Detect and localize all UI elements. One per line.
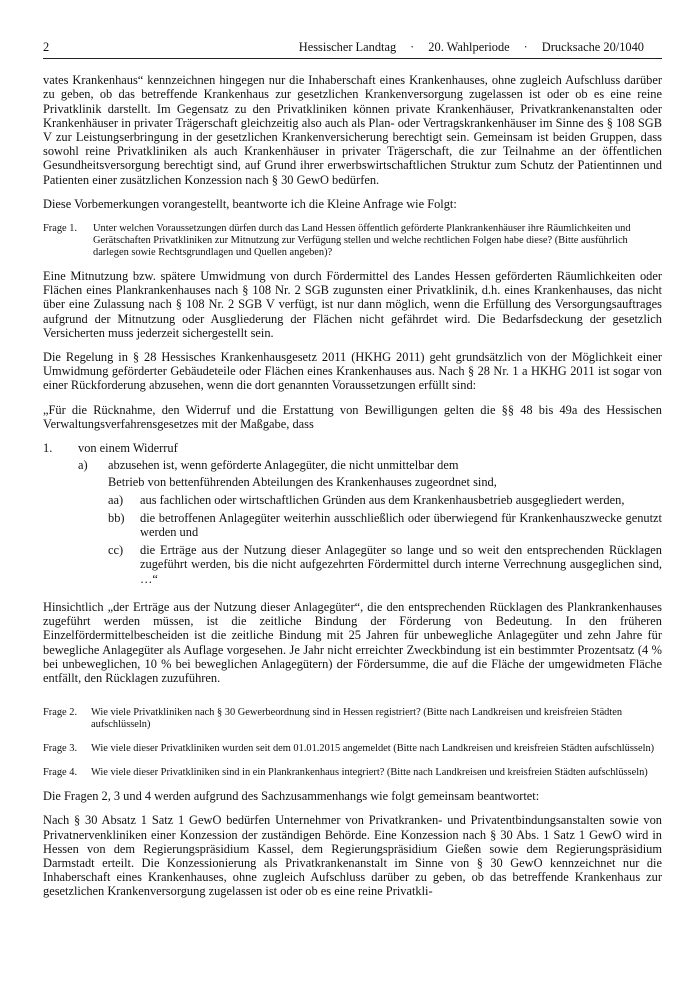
question-3 bbox=[43, 743, 662, 755]
list-marker: aa) bbox=[108, 492, 124, 507]
question-number: Frage 3. bbox=[43, 743, 78, 755]
header-info bbox=[299, 40, 644, 54]
question-text: Wie viele dieser Privatkliniken wurden seit dem 01.01.2015 angemeldet (Bitte nach Landkreisen und kreisfreien Städten aufschlüsseln) bbox=[91, 743, 655, 755]
paragraph-preface: Diese Vorbemerkungen vorangestellt, beantworte ich die Kleine Anfrage wie Folgt: bbox=[43, 196, 457, 211]
list-item-continuation: Betrieb von bettenführenden Abteilungen des Krankenhauses zugeordnet sind, bbox=[108, 475, 497, 490]
list-item-text: die betroffenen Anlagegüter weiterhin ausschließlich oder überwiegend für Krankenhauszwecke genutzt werden und bbox=[140, 510, 662, 540]
answer-paragraph: Die Fragen 2, 3 und 4 werden aufgrund des Sachzusammenhangs wie folgt gemeinsam beantwortet: bbox=[43, 789, 540, 804]
question-text: Unter welchen Voraussetzungen dürfen durch das Land Hessen öffentlich geförderte Plankrankenhäuser ihre Räumlichkeiten und Gerätschaften Privatkliniken zur Mitnutzung zur Verfügung stellen und welche rechtlichen Folgen habe diese? (Bitte ausführlich darlegen sowie Rechtsgrundlagen und Quellen angeben)? bbox=[93, 223, 631, 259]
question-1 bbox=[43, 223, 662, 259]
page-number: 2 bbox=[43, 40, 50, 54]
question-text: Wie viele Privatkliniken nach § 30 Gewerbeordnung sind in Hessen registriert? (Bitte nach Landkreisen und kreisfreien Städten aufschlüsseln) bbox=[91, 707, 623, 731]
answer-paragraph: Nach § 30 Absatz 1 Satz 1 GewO bedürfen Unternehmer von Privatkranken- und Privatentbindungsanstalten sowie von Privatnervenkliniken einer Konzession der zuständigen Behörde. Eine Konzession nach § 30 Abs. 1 Satz 1 GewO wird in Hessen von dem Regierungspräsidium Kassel, dem Regierungspräsidium Gießen sowie dem Regierungspräsidium Darmstadt erteilt. Die Konzessionierung als Privatkrankenanstalt im Sinne von § 30 GewO kennzeichnet nur die Inhaberschaft eines Krankenhauses, ohne zugleich Aufschluss darüber zu geben, ob das betreffende Krankenhaus zur gesetzlichen Krankenversorgung zugelassen ist oder ob es eine reine Privatkli- bbox=[43, 813, 662, 899]
document-number: Drucksache 20/1040 bbox=[541, 40, 644, 54]
list-item-text: von einem Widerruf bbox=[78, 441, 178, 456]
list-item-text: abzusehen ist, wenn geförderte Anlagegüter, die nicht unmittelbar dem bbox=[108, 458, 459, 473]
page-header bbox=[43, 40, 662, 59]
answer-paragraph: Eine Mitnutzung bzw. spätere Umwidmung von durch Fördermittel des Landes Hessen geförderten Räumlichkeiten oder Flächen eines Plankrankenhauses nach § 108 Nr. 2 SGB zugunsten einer Privatklinik, d.h. eines Krankenhauses, das nicht über eine Zulassung nach § 108 Nr. 2 SGB V verfügt, ist nur dann möglich, wenn die Erfüllung des Versorgungsauftrages aufgrund der Mitnutzung oder Ausgliederung der Flächen nicht gefährdet wird. Die Bedarfsdeckung der gesetzlich Versicherten muss jederzeit sichergestellt sein. bbox=[43, 269, 662, 340]
list-marker: bb) bbox=[108, 510, 125, 525]
list-item bbox=[43, 493, 662, 507]
legislative-period: 20. Wahlperiode bbox=[428, 40, 510, 54]
list-item-text: aus fachlichen oder wirtschaftlichen Gründen aus dem Krankenhausbetrieb ausgegliedert werden, bbox=[140, 492, 625, 507]
document-page bbox=[43, 40, 662, 899]
legal-list bbox=[43, 441, 662, 586]
list-item bbox=[43, 511, 662, 539]
legal-quote: „Für die Rücknahme, den Widerruf und die Erstattung von Bewilligungen gelten die §§ 48 bis 49a des Hessischen Verwaltungsverfahrensgesetzes mit der Maßgabe, dass bbox=[43, 402, 662, 431]
question-number: Frage 1. bbox=[43, 223, 78, 235]
list-marker: 1. bbox=[43, 441, 53, 456]
parliament-name: Hessischer Landtag bbox=[298, 40, 397, 54]
question-number: Frage 4. bbox=[43, 767, 78, 779]
header-separator: · bbox=[410, 40, 415, 54]
list-item-text: die Erträge aus der Nutzung dieser Anlagegüter so lange und so weit den entsprechenden Rücklagen zugeführt werden, bis die nicht aufgezehrten Fördermittel durch interne Verrechnung ausgeglichen sind, …“ bbox=[140, 543, 662, 586]
paragraph-intro: vates Krankenhaus“ kennzeichnen hingegen nur die Inhaberschaft eines Krankenhauses, ohne zugleich Aufschluss darüber zu geben, ob das betreffende Krankenhaus zur gesetzlichen Krankenversorgung zugelassen ist oder ob es eine reine Privatklinik darstellt. Im Gegensatz zu den Privatkliniken können private Krankenhäuser, Privatkrankenanstalten oder Krankenhäuser in privater Trägerschaft gleichzeitig also auch als Plan- oder Vertragskrankenhäuser im Sinne des § 108 SGB V zur Leistungserbringung in der gesetzlichen Krankenversicherung berechtigt sein. Gemeinsam ist beiden Gruppen, dass sowohl reine Privatkliniken als auch Krankenhäuser in privater Trägerschaft, die zur Teilnahme an der öffentlichen Gesundheitsversorgung berechtigt sind, auf Grund ihrer erwerbswirtschaftlichen Struktur zum Schutz der Patientinnen und Patienten einer zusätzlichen Konzession nach § 30 GewO bedürfen. bbox=[43, 73, 662, 187]
list-marker: a) bbox=[78, 458, 88, 473]
answer-paragraph: Die Regelung in § 28 Hessisches Krankenhausgesetz 2011 (HKHG 2011) geht grundsätzlich von der Möglichkeit einer Umwidmung geförderter Gebäudeteile oder Flächen eines Krankenhauses aus. Nach § 28 Nr. 1 a HKHG 2011 ist sogar von einer Rückforderung abzusehen, wenn die dort genannten Voraussetzungen erfüllt sind: bbox=[43, 350, 662, 393]
list-item bbox=[43, 543, 662, 586]
list-item bbox=[43, 441, 662, 455]
question-text: Wie viele dieser Privatkliniken sind in ein Plankrankenhaus integriert? (Bitte nach Landkreisen und kreisfreien Städten aufschlüsseln) bbox=[91, 767, 648, 779]
list-item bbox=[43, 458, 662, 472]
list-marker: cc) bbox=[108, 543, 124, 558]
question-4 bbox=[43, 767, 662, 779]
header-separator: · bbox=[523, 40, 528, 54]
question-number: Frage 2. bbox=[43, 707, 78, 719]
question-2 bbox=[43, 707, 662, 731]
answer-paragraph: Hinsichtlich „der Erträge aus der Nutzung dieser Anlagegüter“, die den entsprechenden Rücklagen des Plankrankenhauses zugeführt werden müssen, ist die zeitliche Bindung der Förderung von Bedeutung. In den früheren Einzelfördermittelbescheiden ist die zeitliche Bindung mit 25 Jahren für unbewegliche Anlagegüter und zehn Jahre für bewegliche Anlagegüter als Auflage vorgesehen. Je Jahr nicht erreichter Zweckbindung ist ein bestimmter Prozentsatz (4 % bei unbeweglichen, 10 % bei beweglichen Anlagegütern) der Fördersumme, die auf die Fläche der umgewidmeten Fläche entfällt, den Rücklagen zuzuführen. bbox=[43, 599, 662, 685]
